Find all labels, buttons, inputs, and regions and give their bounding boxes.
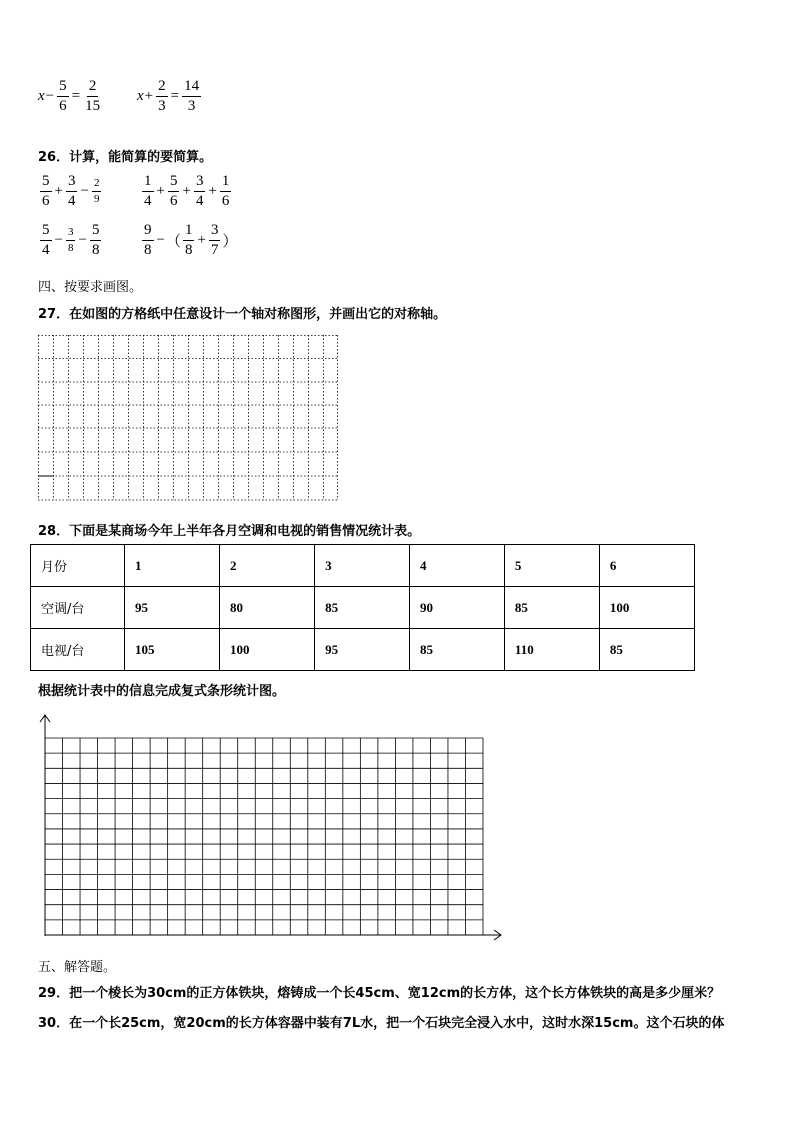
table-cell: 6 <box>599 545 694 587</box>
fraction: $\frac{1}{4}$ <box>144 173 152 209</box>
expression-2 <box>140 173 233 210</box>
table-cell: 85 <box>409 629 504 671</box>
fraction: $\frac{1}{6}$ <box>221 173 230 209</box>
operator: − <box>156 232 165 248</box>
operator: − <box>45 88 55 104</box>
right-paren: ） <box>222 234 238 250</box>
table-row <box>31 587 695 629</box>
operator: + <box>197 232 206 248</box>
fraction: $\frac{9}{8}$ <box>144 222 152 258</box>
question-27-title: 27．在如图的方格纸中任意设计一个轴对称图形，并画出它的对称轴。 <box>38 307 447 322</box>
operator: − <box>54 232 63 248</box>
sales-table <box>30 544 695 671</box>
section-5-title: 五、解答题。 <box>38 960 117 975</box>
table-cell: 3 <box>315 545 410 587</box>
table-cell: 95 <box>315 629 410 671</box>
fraction: $\frac{3}{4}$ <box>195 173 204 209</box>
equation-1 <box>38 78 104 115</box>
blank-bar-chart-grid <box>34 712 506 942</box>
expression-3 <box>38 222 103 259</box>
fraction: $\frac{2}{15}$ <box>85 78 101 114</box>
equation-2 <box>137 78 203 115</box>
section-4-title: 四、按要求画图。 <box>38 280 143 295</box>
operator: − <box>78 232 87 248</box>
variable: x <box>38 88 45 104</box>
operator: + <box>54 183 63 199</box>
fraction: $\frac{1}{8}$ <box>184 222 193 258</box>
table-cell: 空调/台 <box>31 587 125 629</box>
table-row <box>31 545 695 587</box>
table-cell: 85 <box>599 629 694 671</box>
fraction: $\frac{2}{3}$ <box>158 78 166 114</box>
chart-instruction: 根据统计表中的信息完成复式条形统计图。 <box>38 684 286 699</box>
equals-sign: = <box>170 88 180 104</box>
fraction: $\frac{5}{6}$ <box>169 173 178 209</box>
fraction: $\frac{3}{4}$ <box>67 173 76 209</box>
table-cell: 85 <box>504 587 599 629</box>
question-26-title: 26．计算，能简算的要简算。 <box>38 150 213 165</box>
question-29-text: 29．把一个棱长为30cm的正方体铁块，熔铸成一个长45cm、宽12cm的长方体，这个长方体铁块的高是多少厘米？ <box>38 986 721 1001</box>
operator: − <box>80 183 89 199</box>
expression-4 <box>140 222 237 259</box>
table-cell: 100 <box>220 629 315 671</box>
table-cell: 4 <box>409 545 504 587</box>
table-row <box>31 629 695 671</box>
table-cell: 2 <box>220 545 315 587</box>
left-paren: （ <box>165 234 181 250</box>
fraction: $\frac{3}{7}$ <box>210 222 219 258</box>
fraction: $\frac{14}{3}$ <box>184 78 200 114</box>
fraction: $\frac{5}{8}$ <box>91 222 100 258</box>
fraction: $\frac{5}{6}$ <box>42 173 50 209</box>
fraction: $\frac{5}{4}$ <box>42 222 50 258</box>
operator: + <box>144 88 154 104</box>
table-cell: 85 <box>315 587 410 629</box>
operator: + <box>156 183 165 199</box>
operator: + <box>208 183 217 199</box>
table-cell: 1 <box>125 545 220 587</box>
table-cell: 110 <box>504 629 599 671</box>
table-cell: 100 <box>599 587 694 629</box>
question-28-title: 28．下面是某商场今年上半年各月空调和电视的销售情况统计表。 <box>38 524 421 539</box>
dotted-grid-paper <box>38 335 340 501</box>
table-cell: 105 <box>125 629 220 671</box>
expression-1 <box>38 173 103 210</box>
table-cell: 电视/台 <box>31 629 125 671</box>
table-cell: 95 <box>125 587 220 629</box>
question-30-text: 30．在一个长25cm，宽20cm的长方体容器中装有7L水，把一个石块完全浸入水中，这时水深15cm。这个石块的体 <box>38 1016 725 1031</box>
fraction: $\frac{2}{9}$ <box>93 177 100 205</box>
table-cell: 月份 <box>31 545 125 587</box>
table-cell: 90 <box>409 587 504 629</box>
fraction: $\frac{3}{8}$ <box>67 226 74 254</box>
table-cell: 5 <box>504 545 599 587</box>
table-cell: 80 <box>220 587 315 629</box>
equals-sign: = <box>71 88 81 104</box>
operator: + <box>182 183 191 199</box>
variable: x <box>137 88 144 104</box>
fraction: $\frac{5}{6}$ <box>59 78 67 114</box>
